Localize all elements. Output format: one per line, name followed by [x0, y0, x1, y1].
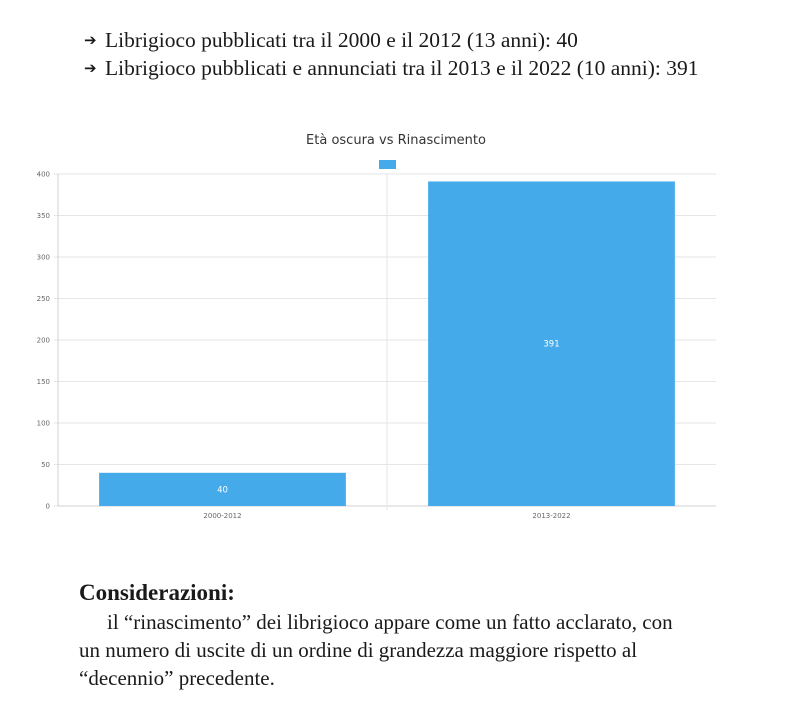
bullet-text: Librigioco pubblicati e annunciati tra il 2013 e il 2022 (10 anni): 391 — [105, 56, 699, 80]
bar-data-label: 40 — [217, 485, 228, 496]
y-tick-label: 300 — [36, 253, 50, 262]
x-tick-label: 2013-2022 — [532, 512, 571, 520]
chart-title: Età oscura vs Rinascimento — [306, 133, 486, 148]
bar-chart — [0, 128, 792, 528]
section-heading: Considerazioni: — [79, 580, 235, 605]
arrow-right-icon: ➔ — [84, 59, 97, 77]
y-tick-label: 350 — [36, 212, 50, 220]
bullet-item — [84, 54, 724, 82]
bullet-text: Librigioco pubblicati tra il 2000 e il 2012 (13 anni): 40 — [105, 28, 578, 52]
legend-swatch — [379, 160, 396, 169]
y-tick-label: 50 — [41, 461, 50, 469]
section-paragraph: il “rinascimento” dei librigioco appare come un fatto acclarato, con un numero di uscite di un ordine di grandezza maggiore rispetto al “decennio” precedente. — [79, 610, 673, 690]
x-tick-label: 2000-2012 — [203, 512, 242, 520]
y-tick-label: 0 — [45, 502, 50, 511]
bar-data-label: 391 — [543, 339, 560, 350]
y-tick-label: 400 — [36, 170, 50, 179]
chart-svg — [0, 128, 792, 528]
bullet-list — [84, 26, 724, 82]
arrow-right-icon: ➔ — [84, 31, 97, 49]
considerazioni-section — [79, 578, 679, 692]
y-tick-label: 100 — [36, 419, 50, 428]
y-tick-label: 150 — [36, 378, 50, 386]
bullet-item — [84, 26, 724, 54]
y-tick-label: 250 — [36, 295, 50, 303]
y-tick-label: 200 — [36, 336, 50, 345]
